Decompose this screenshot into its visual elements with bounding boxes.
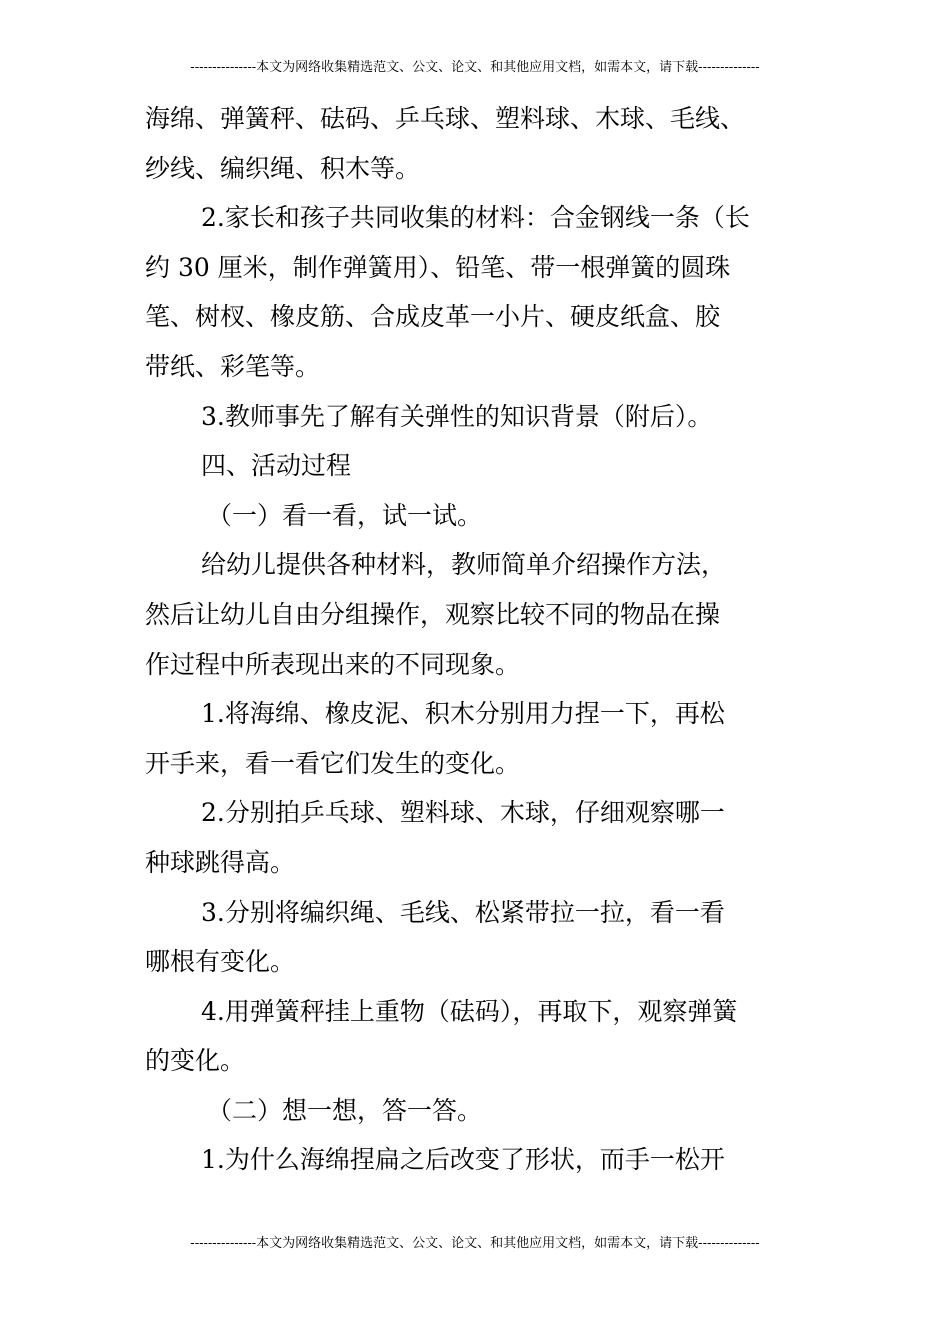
- body-line: 2.分别拍乒乓球、塑料球、木球，仔细观察哪一: [201, 798, 725, 828]
- body-line: 笔、树杈、橡皮筋、合成皮革一小片、硬皮纸盒、胶: [145, 302, 721, 332]
- body-line: 哪根有变化。: [145, 947, 296, 977]
- body-line: 带纸、彩笔等。: [145, 351, 321, 381]
- body-line: 3.教师事先了解有关弹性的知识背景（附后）。: [201, 401, 713, 431]
- subsection-heading: （一）看一看，试一试。: [207, 500, 483, 530]
- body-line: 给幼儿提供各种材料，教师简单介绍操作方法，: [201, 550, 727, 580]
- body-line: 4.用弹簧秤挂上重物（砝码），再取下，观察弹簧: [201, 996, 738, 1026]
- body-line: 纱线、编织绳、积木等。: [145, 153, 421, 183]
- document-body: [145, 94, 825, 1185]
- body-line: 3.分别将编织绳、毛线、松紧带拉一拉，看一看: [201, 897, 725, 927]
- body-line: 作过程中所表现出来的不同现象。: [145, 649, 521, 679]
- body-line: 1.将海绵、橡皮泥、积木分别用力捏一下，再松: [201, 699, 725, 729]
- body-line: 约 30 厘米，制作弹簧用）、铅笔、带一根弹簧的圆珠: [145, 252, 731, 282]
- body-line: 开手来，看一看它们发生的变化。: [145, 748, 521, 778]
- page-header: ---------------本文为网络收集精选范文、公文、论文、和其他应用文档，如需本文，请下载--------------: [190, 60, 760, 75]
- body-line: 2.家长和孩子共同收集的材料：合金钢线一条（长: [201, 203, 750, 233]
- body-line: 然后让幼儿自由分组操作，观察比较不同的物品在操: [145, 599, 721, 629]
- body-line: 的变化。: [145, 1046, 246, 1076]
- subsection-heading: （二）想一想，答一答。: [207, 1095, 483, 1125]
- body-line: 1.为什么海绵捏扁之后改变了形状，而手一松开: [201, 1145, 725, 1175]
- section-heading: 四、活动过程: [201, 451, 352, 481]
- body-line: 种球跳得高。: [145, 847, 296, 877]
- body-line: 海绵、弹簧秤、砝码、乒乓球、塑料球、木球、毛线、: [145, 104, 746, 133]
- page-footer: ---------------本文为网络收集精选范文、公文、论文、和其他应用文档，如需本文，请下载--------------: [190, 1236, 760, 1251]
